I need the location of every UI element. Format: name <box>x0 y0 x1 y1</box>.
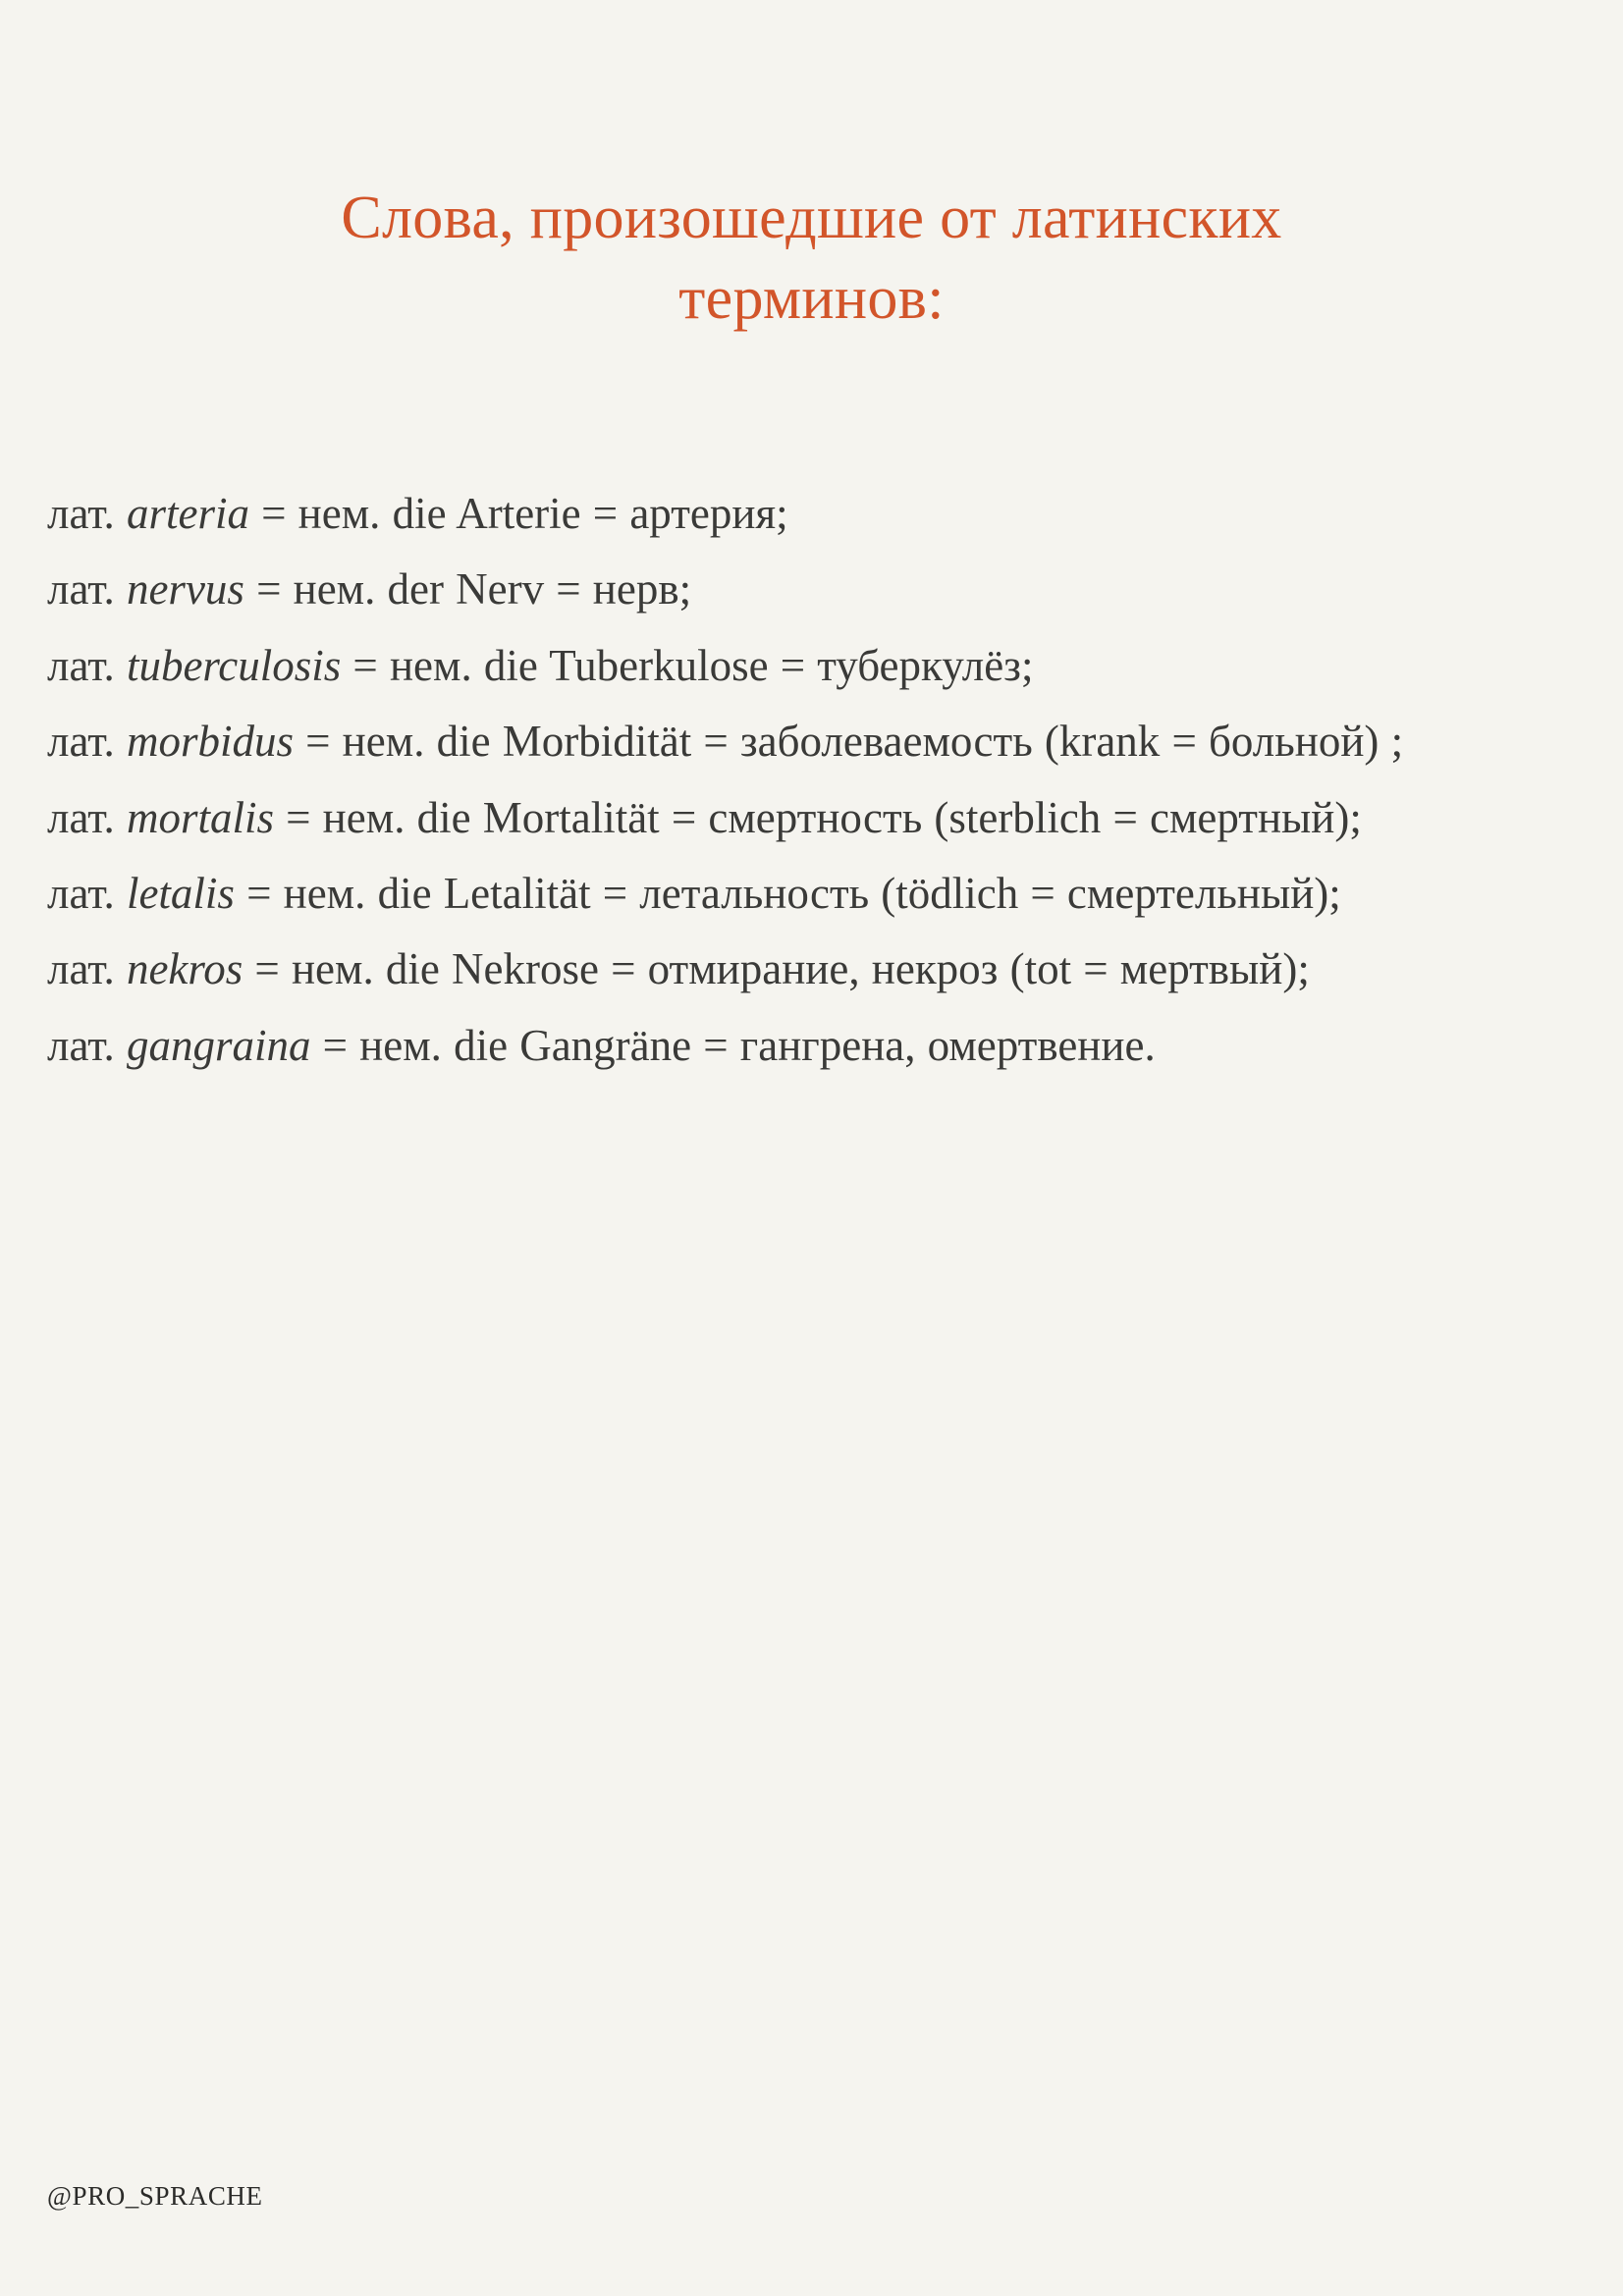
entry-translation: = нем. die Morbidität = заболеваемость (krank = больной) ; <box>293 717 1404 767</box>
entry-translation: = нем. die Mortalität = смертность (sterblich = смертный); <box>273 792 1362 842</box>
entry-prefix: лат. <box>47 489 127 538</box>
latin-term-entry <box>47 787 1564 850</box>
entry-prefix: лат. <box>47 792 127 842</box>
page-title-line-2: терминов: <box>678 264 945 332</box>
latin-word: gangraina <box>126 1020 311 1070</box>
latin-term-entry <box>47 711 1564 774</box>
entry-prefix: лат. <box>47 640 127 690</box>
entry-translation: = нем. die Tuberkulose = туберкулёз; <box>341 640 1034 690</box>
entry-translation: = нем. die Gangräne = гангрена, омертвение. <box>310 1020 1156 1070</box>
entry-prefix: лат. <box>47 717 127 767</box>
latin-word: arteria <box>126 489 249 538</box>
latin-term-entry <box>47 483 1564 546</box>
page-title <box>94 179 1529 340</box>
entry-translation: = нем. der Nerv = нерв; <box>243 564 692 614</box>
latin-word: nekros <box>126 944 243 994</box>
entry-translation: = нем. die Nekrose = отмирание, некроз (tot = мертвый); <box>243 944 1310 994</box>
latin-terms-list <box>47 483 1564 1078</box>
entry-prefix: лат. <box>47 944 127 994</box>
latin-term-entry <box>47 1015 1564 1078</box>
watermark-handle: @PRO_SPRACHE <box>47 2181 263 2211</box>
latin-word: nervus <box>126 564 244 614</box>
entry-prefix: лат. <box>47 1020 127 1070</box>
latin-word: morbidus <box>126 717 294 767</box>
entry-translation: = нем. die Letalität = летальность (tödlich = смертельный); <box>234 868 1341 918</box>
latin-term-entry <box>47 559 1564 621</box>
entry-prefix: лат. <box>47 868 127 918</box>
latin-term-entry <box>47 938 1564 1001</box>
latin-term-entry <box>47 635 1564 698</box>
latin-word: letalis <box>126 868 235 918</box>
entry-prefix: лат. <box>47 564 127 614</box>
page-title-line-1: Слова, произошедшие от латинских <box>341 185 1282 251</box>
entry-translation: = нем. die Arterie = артерия; <box>248 489 788 538</box>
latin-word: mortalis <box>126 792 274 842</box>
latin-term-entry <box>47 863 1564 926</box>
latin-word: tuberculosis <box>126 640 342 690</box>
